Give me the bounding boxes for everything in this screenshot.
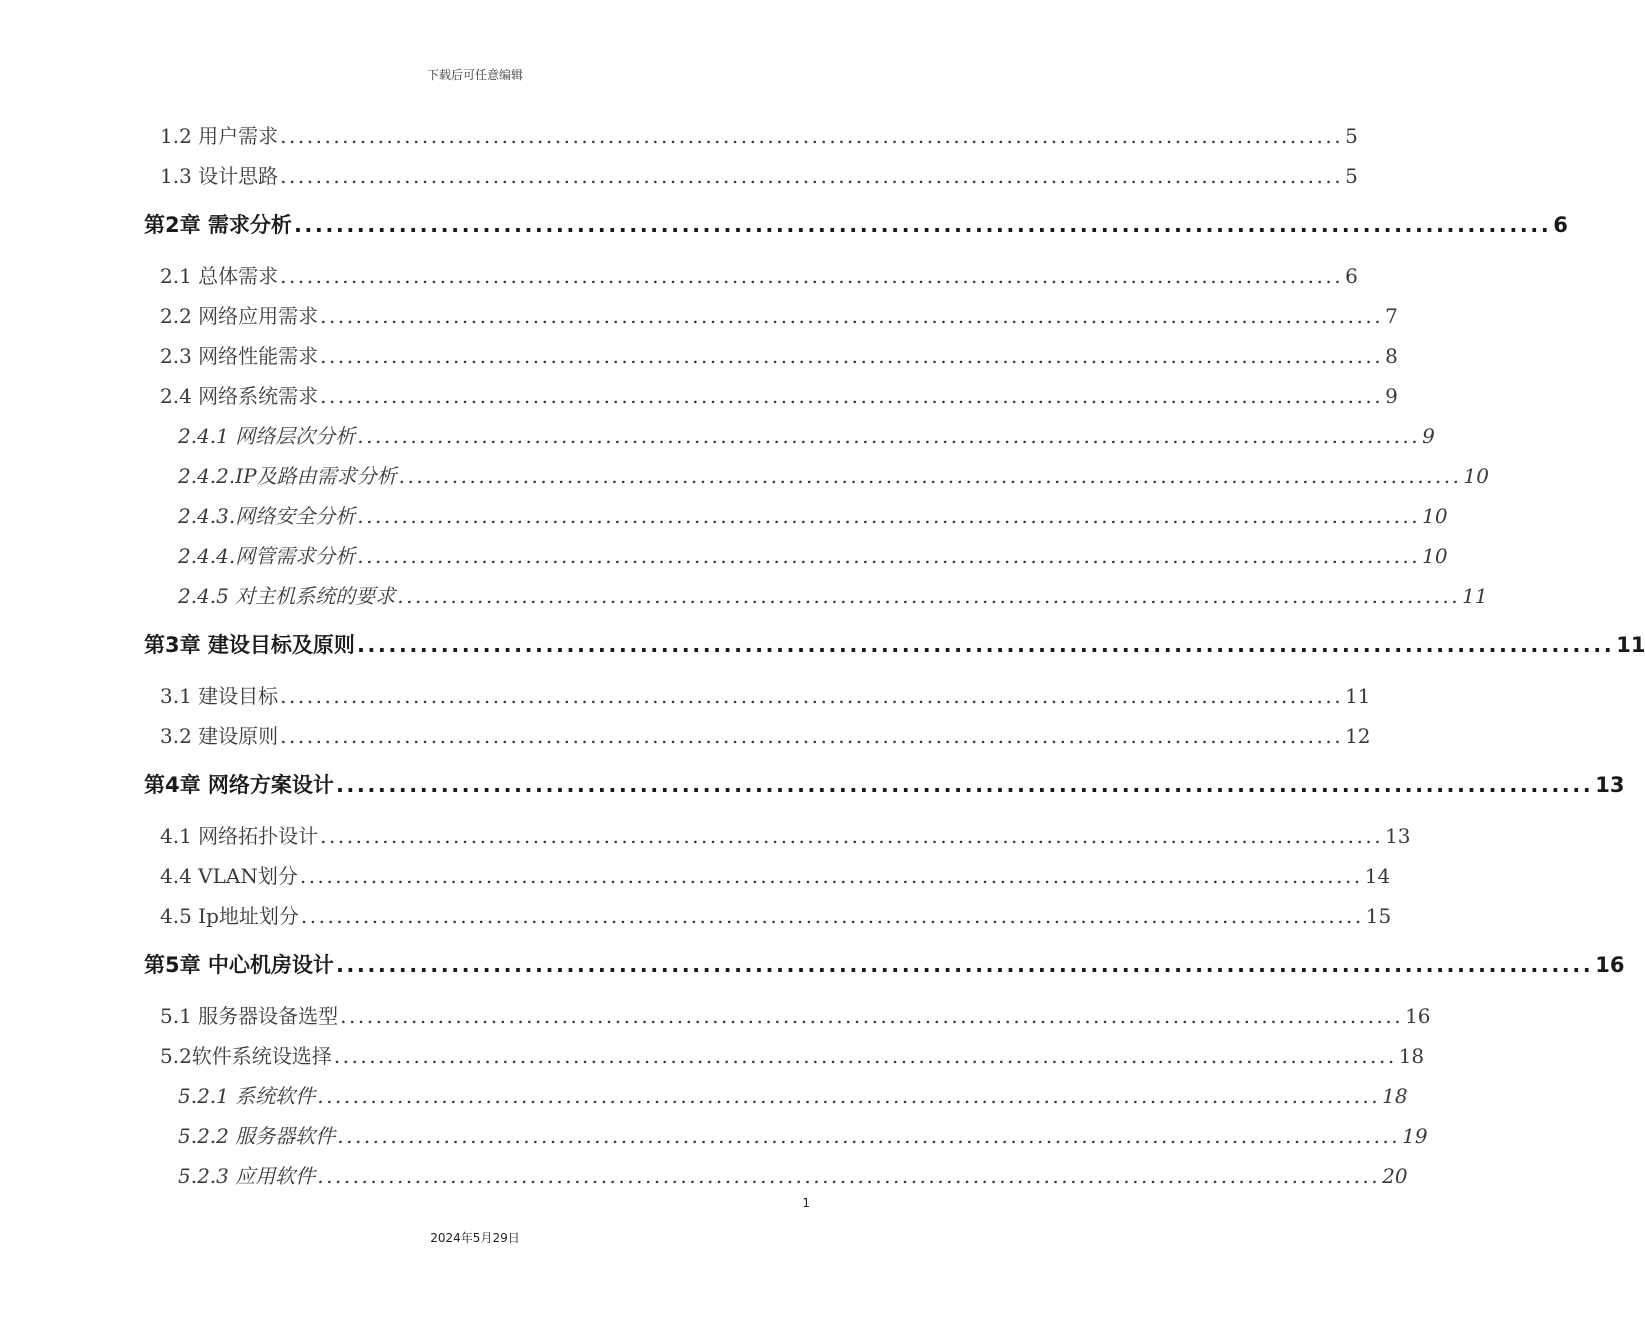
toc-entry-title: 1.2 用户需求 [160,124,279,148]
toc-page-number: 10 [1463,464,1489,488]
toc-page-number: 15 [1365,904,1392,928]
toc-entry[interactable] [160,1040,1425,1069]
toc-leader-dots: ........................................................................................................................ [320,344,1384,368]
toc-entry-title: 2.4 网络系统需求 [160,384,319,408]
toc-entry-title: 第3章 建设目标及原则 [144,633,355,657]
toc-leader-dots: ........................................................................................................................ [320,824,1384,848]
toc-leader-dots: ........................................................................................................................ [293,213,1552,237]
toc-leader-dots: ........................................................................................................................ [317,1084,1381,1108]
page-number: 1 [802,1196,810,1210]
toc-leader-dots: ........................................................................................................................ [340,1004,1404,1028]
toc-page-number: 6 [1345,264,1358,288]
toc-subentry[interactable] [178,420,1435,449]
toc-entry-title: 第4章 网络方案设计 [144,773,334,797]
toc-page-number: 19 [1402,1124,1428,1148]
toc-entry-title: 5.2.1 系统软件 [178,1084,316,1108]
toc-entry-title: 1.3 设计思路 [160,164,279,188]
toc-entry[interactable] [160,820,1411,849]
toc-page-number: 11 [1345,684,1371,708]
toc-entry-title: 2.1 总体需求 [160,264,279,288]
toc-entry-title: 5.2软件系统设选择 [160,1044,332,1068]
toc-chapter-entry[interactable] [144,769,1625,799]
toc-chapter-entry[interactable] [144,949,1625,979]
toc-page-number: 7 [1385,304,1398,328]
toc-entry[interactable] [160,860,1391,889]
toc-leader-dots: ........................................................................................................................ [280,684,1344,708]
toc-entry[interactable] [160,680,1371,709]
toc-leader-dots: ........................................................................................................................ [357,544,1421,568]
toc-subentry[interactable] [178,580,1488,609]
toc-page-number: 20 [1382,1164,1408,1188]
toc-leader-dots: ........................................................................................................................ [317,1164,1381,1188]
toc-page-number: 16 [1595,953,1625,977]
toc-entry-title: 2.4.5 对主机系统的要求 [178,584,396,608]
toc-leader-dots: ........................................................................................................................ [356,633,1615,657]
toc-entry-title: 第2章 需求分析 [144,213,292,237]
toc-subentry[interactable] [178,1160,1408,1189]
toc-entry-title: 2.2 网络应用需求 [160,304,319,328]
toc-page-number: 10 [1422,504,1448,528]
toc-entry-title: 2.4.4.网管需求分析 [178,544,356,568]
toc-leader-dots: ........................................................................................................................ [335,773,1594,797]
toc-leader-dots: ........................................................................................................................ [280,164,1344,188]
toc-entry-title: 2.3 网络性能需求 [160,344,319,368]
toc-page-number: 9 [1422,424,1435,448]
toc-entry[interactable] [160,900,1392,929]
toc-leader-dots: ........................................................................................................................ [398,464,1462,488]
toc-page-number: 18 [1382,1084,1408,1108]
toc-page-number: 11 [1462,584,1488,608]
toc-entry[interactable] [160,340,1398,369]
toc-entry-title: 3.1 建设目标 [160,684,279,708]
toc-page-number: 8 [1385,344,1398,368]
toc-entry[interactable] [160,260,1358,289]
toc-subentry[interactable] [178,500,1448,529]
toc-chapter-entry[interactable] [144,629,1645,659]
toc-leader-dots: ........................................................................................................................ [333,1044,1397,1068]
toc-subentry[interactable] [178,1080,1408,1109]
toc-entry[interactable] [160,1000,1431,1029]
toc-page-number: 12 [1345,724,1371,748]
toc-subentry[interactable] [178,540,1448,569]
toc-subentry[interactable] [178,460,1489,489]
toc-subentry[interactable] [178,1120,1428,1149]
toc-page-number: 9 [1385,384,1398,408]
toc-page-number: 18 [1398,1044,1425,1068]
toc-leader-dots: ........................................................................................................................ [335,953,1594,977]
toc-leader-dots: ........................................................................................................................ [300,904,1364,928]
toc-page-number: 5 [1345,124,1358,148]
toc-entry[interactable] [160,300,1398,329]
toc-entry[interactable] [160,720,1371,749]
toc-page-number: 10 [1422,544,1448,568]
toc-page-number: 6 [1553,213,1568,237]
toc-entry-title: 2.4.3.网络安全分析 [178,504,356,528]
toc-chapter-entry[interactable] [144,209,1568,239]
toc-leader-dots: ........................................................................................................................ [280,124,1344,148]
toc-leader-dots: ........................................................................................................................ [299,864,1363,888]
toc-page-number: 16 [1405,1004,1431,1028]
toc-entry-title: 2.4.2.IP及路由需求分析 [178,464,397,488]
toc-page-number: 11 [1616,633,1645,657]
toc-page-number: 14 [1364,864,1391,888]
toc-leader-dots: ........................................................................................................................ [280,264,1344,288]
toc-leader-dots: ........................................................................................................................ [357,424,1421,448]
toc-leader-dots: ........................................................................................................................ [320,304,1384,328]
toc-leader-dots: ........................................................................................................................ [320,384,1384,408]
toc-entry-title: 5.1 服务器设备选型 [160,1004,339,1028]
toc-entry-title: 4.1 网络拓扑设计 [160,824,319,848]
toc-entry-title: 2.4.1 网络层次分析 [178,424,356,448]
toc-entry[interactable] [160,160,1358,189]
toc-leader-dots: ........................................................................................................................ [337,1124,1401,1148]
toc-entry-title: 第5章 中心机房设计 [144,953,334,977]
page-header: 下载后可任意编辑 [426,68,523,82]
toc-page-number: 13 [1595,773,1625,797]
toc-leader-dots: ........................................................................................................................ [397,584,1461,608]
toc-leader-dots: ........................................................................................................................ [280,724,1344,748]
toc-page-number: 5 [1345,164,1358,188]
toc-entry[interactable] [160,380,1398,409]
toc-entry-title: 5.2.2 服务器软件 [178,1124,336,1148]
toc-page-number: 13 [1385,824,1411,848]
toc-entry-title: 3.2 建设原则 [160,724,279,748]
page-footer-date: 2024年5月29日 [430,1231,520,1245]
toc-entry-title: 4.4 VLAN划分 [160,864,298,888]
toc-entry-title: 5.2.3 应用软件 [178,1164,316,1188]
toc-leader-dots: ........................................................................................................................ [357,504,1421,528]
toc-entry[interactable] [160,120,1358,149]
toc-entry-title: 4.5 Ip地址划分 [160,904,299,928]
